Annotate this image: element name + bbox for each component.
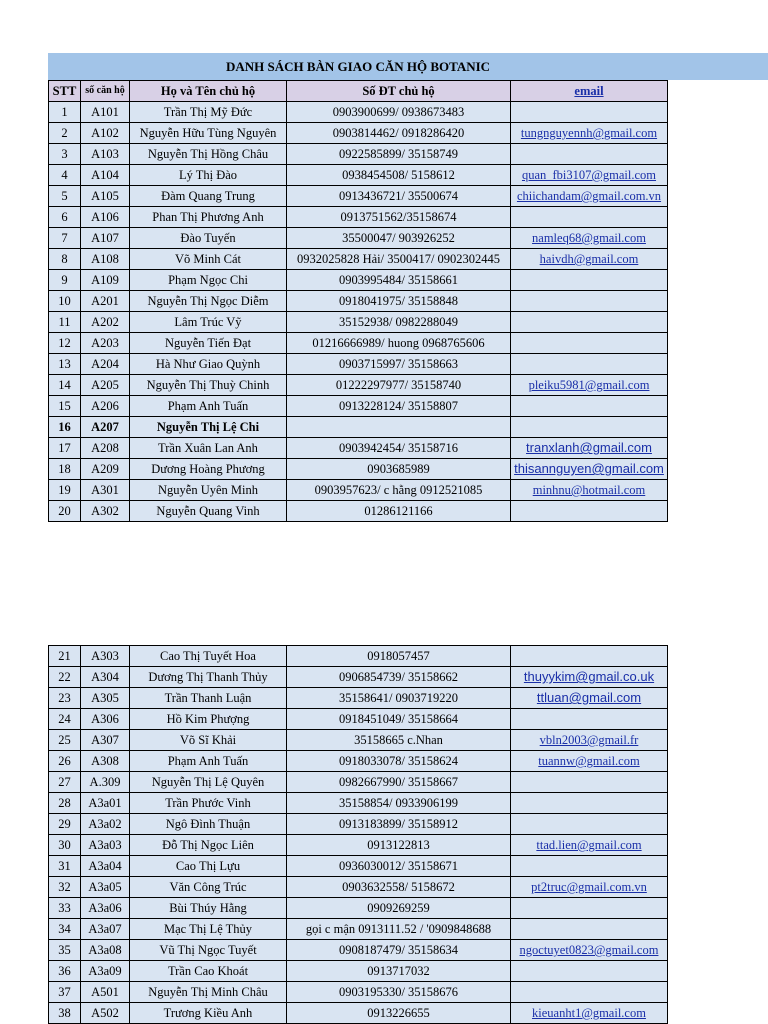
cell-unit: A107	[81, 228, 130, 249]
cell-stt: 15	[49, 396, 81, 417]
email-link[interactable]: namleq68@gmail.com	[532, 231, 646, 245]
cell-stt: 6	[49, 207, 81, 228]
table-row	[49, 249, 668, 270]
cell-email	[511, 207, 668, 228]
cell-unit: A108	[81, 249, 130, 270]
cell-owner-name: Phạm Anh Tuấn	[130, 751, 287, 772]
cell-phone: 01222297977/ 35158740	[287, 375, 511, 396]
cell-owner-name: Nguyễn Hữu Tùng Nguyên	[130, 123, 287, 144]
cell-phone: 0903957623/ c hằng 0912521085	[287, 480, 511, 501]
cell-unit: A208	[81, 438, 130, 459]
email-link[interactable]: pleiku5981@gmail.com	[528, 378, 650, 392]
cell-stt: 20	[49, 501, 81, 522]
header-name: Họ và Tên chủ hộ	[130, 81, 287, 102]
cell-owner-name: Dương Thị Thanh Thủy	[130, 667, 287, 688]
email-link[interactable]: tuannw@gmail.com	[538, 754, 640, 768]
cell-owner-name: Nguyễn Tiến Đạt	[130, 333, 287, 354]
header-row	[49, 81, 668, 102]
cell-stt: 24	[49, 709, 81, 730]
owner-table-2	[48, 645, 668, 1024]
cell-owner-name: Đào Tuyến	[130, 228, 287, 249]
table-row	[49, 814, 668, 835]
cell-stt: 28	[49, 793, 81, 814]
cell-owner-name: Nguyễn Thị Minh Châu	[130, 982, 287, 1003]
cell-email[interactable]	[511, 688, 668, 709]
table-row	[49, 646, 668, 667]
cell-stt: 31	[49, 856, 81, 877]
cell-unit: A207	[81, 417, 130, 438]
cell-stt: 30	[49, 835, 81, 856]
cell-email	[511, 333, 668, 354]
cell-owner-name: Hồ Kim Phượng	[130, 709, 287, 730]
cell-email[interactable]	[511, 249, 668, 270]
cell-email	[511, 417, 668, 438]
cell-owner-name: Mạc Thị Lệ Thủy	[130, 919, 287, 940]
cell-stt: 29	[49, 814, 81, 835]
cell-owner-name: Cao Thị Lựu	[130, 856, 287, 877]
cell-owner-name: Trương Kiều Anh	[130, 1003, 287, 1024]
cell-phone: 0913436721/ 35500674	[287, 186, 511, 207]
cell-email[interactable]	[511, 1003, 668, 1024]
cell-email	[511, 982, 668, 1003]
table-row	[49, 354, 668, 375]
cell-unit: A205	[81, 375, 130, 396]
cell-owner-name: Lý Thị Đào	[130, 165, 287, 186]
cell-phone	[287, 417, 511, 438]
cell-owner-name: Trần Thanh Luận	[130, 688, 287, 709]
header-stt: STT	[49, 81, 81, 102]
cell-phone: 0918033078/ 35158624	[287, 751, 511, 772]
cell-stt: 16	[49, 417, 81, 438]
cell-email[interactable]	[511, 165, 668, 186]
cell-email	[511, 961, 668, 982]
cell-unit: A501	[81, 982, 130, 1003]
cell-owner-name: Nguyễn Quang Vinh	[130, 501, 287, 522]
cell-phone: 0932025828 Hải/ 3500417/ 0902302445	[287, 249, 511, 270]
cell-unit: A105	[81, 186, 130, 207]
cell-email	[511, 396, 668, 417]
cell-email[interactable]	[511, 459, 668, 480]
cell-phone: 35158641/ 0903719220	[287, 688, 511, 709]
cell-phone: 0903632558/ 5158672	[287, 877, 511, 898]
cell-email[interactable]	[511, 940, 668, 961]
cell-stt: 33	[49, 898, 81, 919]
email-link[interactable]: haivdh@gmail.com	[539, 252, 639, 266]
cell-stt: 9	[49, 270, 81, 291]
cell-owner-name: Đàm Quang Trung	[130, 186, 287, 207]
cell-phone: 01216666989/ huong 0968765606	[287, 333, 511, 354]
cell-unit: A3a07	[81, 919, 130, 940]
table-row	[49, 898, 668, 919]
cell-email	[511, 646, 668, 667]
cell-phone: 0903715997/ 35158663	[287, 354, 511, 375]
email-link[interactable]: quan_fbi3107@gmail.com	[521, 168, 657, 182]
cell-owner-name: Nguyễn Thị Lệ Chi	[130, 417, 287, 438]
cell-owner-name: Lâm Trúc Vỹ	[130, 312, 287, 333]
table-row	[49, 459, 668, 480]
cell-unit: A202	[81, 312, 130, 333]
cell-owner-name: Nguyễn Thị Ngọc Diễm	[130, 291, 287, 312]
cell-phone: 0938454508/ 5158612	[287, 165, 511, 186]
cell-unit: A302	[81, 501, 130, 522]
email-link[interactable]: minhnu@hotmail.com	[532, 483, 646, 497]
table-row	[49, 835, 668, 856]
cell-owner-name: Đỗ Thị Ngọc Liên	[130, 835, 287, 856]
sheet-title: DANH SÁCH BÀN GIAO CĂN HỘ BOTANIC	[225, 59, 491, 74]
cell-phone: 0903195330/ 35158676	[287, 982, 511, 1003]
cell-unit: A3a03	[81, 835, 130, 856]
cell-owner-name: Vũ Thị Ngọc Tuyết	[130, 940, 287, 961]
cell-phone: 35158665 c.Nhan	[287, 730, 511, 751]
cell-stt: 1	[49, 102, 81, 123]
table-row	[49, 207, 668, 228]
cell-email	[511, 709, 668, 730]
cell-email	[511, 793, 668, 814]
cell-email	[511, 354, 668, 375]
cell-email	[511, 898, 668, 919]
cell-stt: 11	[49, 312, 81, 333]
cell-email[interactable]	[511, 835, 668, 856]
cell-stt: 8	[49, 249, 81, 270]
cell-unit: A109	[81, 270, 130, 291]
cell-stt: 2	[49, 123, 81, 144]
cell-unit: A203	[81, 333, 130, 354]
table-row	[49, 186, 668, 207]
cell-email[interactable]	[511, 123, 668, 144]
cell-owner-name: Văn Công Trúc	[130, 877, 287, 898]
cell-owner-name: Bùi Thúy Hằng	[130, 898, 287, 919]
cell-unit: A209	[81, 459, 130, 480]
email-link[interactable]: pt2truc@gmail.com.vn	[531, 880, 647, 894]
cell-phone: 0922585899/ 35158749	[287, 144, 511, 165]
cell-owner-name: Phan Thị Phương Anh	[130, 207, 287, 228]
title-bar	[48, 53, 768, 80]
cell-unit: A103	[81, 144, 130, 165]
cell-unit: A3a08	[81, 940, 130, 961]
table-row	[49, 291, 668, 312]
table-row	[49, 228, 668, 249]
table-row	[49, 940, 668, 961]
cell-unit: A301	[81, 480, 130, 501]
header-unit: số căn hộ	[81, 81, 130, 102]
table-row	[49, 396, 668, 417]
cell-phone: 35152938/ 0982288049	[287, 312, 511, 333]
cell-phone: 0936030012/ 35158671	[287, 856, 511, 877]
cell-stt: 36	[49, 961, 81, 982]
cell-unit: A3a02	[81, 814, 130, 835]
cell-unit: A104	[81, 165, 130, 186]
cell-unit: A201	[81, 291, 130, 312]
cell-phone: 0903942454/ 35158716	[287, 438, 511, 459]
cell-owner-name: Dương Hoàng Phương	[130, 459, 287, 480]
cell-stt: 21	[49, 646, 81, 667]
cell-unit: A502	[81, 1003, 130, 1024]
cell-stt: 34	[49, 919, 81, 940]
cell-email	[511, 501, 668, 522]
cell-phone: 0913183899/ 35158912	[287, 814, 511, 835]
cell-unit: A3a06	[81, 898, 130, 919]
table-row	[49, 772, 668, 793]
cell-phone: 01286121166	[287, 501, 511, 522]
table-row	[49, 270, 668, 291]
header-email: email	[511, 81, 668, 102]
cell-email	[511, 102, 668, 123]
cell-owner-name: Phạm Anh Tuấn	[130, 396, 287, 417]
cell-phone: 35500047/ 903926252	[287, 228, 511, 249]
cell-unit: A308	[81, 751, 130, 772]
cell-owner-name: Võ Minh Cát	[130, 249, 287, 270]
cell-owner-name: Võ Sĩ Khải	[130, 730, 287, 751]
email-link[interactable]: tranxlanh@gmail.com	[526, 440, 652, 455]
cell-stt: 4	[49, 165, 81, 186]
table-row	[49, 709, 668, 730]
table-row	[49, 144, 668, 165]
cell-stt: 19	[49, 480, 81, 501]
table-row	[49, 165, 668, 186]
table-row	[49, 667, 668, 688]
cell-phone: 0913226655	[287, 1003, 511, 1024]
cell-stt: 12	[49, 333, 81, 354]
cell-owner-name: Trần Phước Vinh	[130, 793, 287, 814]
cell-email	[511, 856, 668, 877]
cell-phone: 0913122813	[287, 835, 511, 856]
cell-unit: A3a09	[81, 961, 130, 982]
cell-stt: 17	[49, 438, 81, 459]
cell-phone: 0903995484/ 35158661	[287, 270, 511, 291]
table-row	[49, 688, 668, 709]
cell-phone: 0903685989	[287, 459, 511, 480]
cell-unit: A3a05	[81, 877, 130, 898]
email-link[interactable]: thuyykim@gmail.co.uk	[523, 669, 655, 684]
cell-unit: A3a01	[81, 793, 130, 814]
cell-owner-name: Trần Thị Mỹ Đức	[130, 102, 287, 123]
cell-stt: 18	[49, 459, 81, 480]
table-row	[49, 480, 668, 501]
cell-email	[511, 772, 668, 793]
cell-stt: 37	[49, 982, 81, 1003]
table-row	[49, 856, 668, 877]
cell-email[interactable]	[511, 730, 668, 751]
table-row	[49, 751, 668, 772]
cell-email	[511, 144, 668, 165]
table-row	[49, 961, 668, 982]
cell-stt: 25	[49, 730, 81, 751]
cell-stt: 10	[49, 291, 81, 312]
cell-unit: A.309	[81, 772, 130, 793]
cell-stt: 32	[49, 877, 81, 898]
cell-owner-name: Trần Cao Khoát	[130, 961, 287, 982]
cell-unit: A106	[81, 207, 130, 228]
cell-email[interactable]	[511, 877, 668, 898]
cell-owner-name: Hà Như Giao Quỳnh	[130, 354, 287, 375]
cell-phone: 0982667990/ 35158667	[287, 772, 511, 793]
cell-owner-name: Nguyễn Uyên Minh	[130, 480, 287, 501]
cell-unit: A307	[81, 730, 130, 751]
owner-table-1	[48, 80, 668, 522]
table-row	[49, 438, 668, 459]
cell-phone: 0918041975/ 35158848	[287, 291, 511, 312]
table-row	[49, 982, 668, 1003]
email-link[interactable]: kieuanht1@gmail.com	[532, 1006, 646, 1020]
cell-unit: A206	[81, 396, 130, 417]
cell-phone: 0909269259	[287, 898, 511, 919]
cell-unit: A3a04	[81, 856, 130, 877]
email-link[interactable]: thisannguyen@gmail.com	[514, 461, 664, 476]
cell-email	[511, 312, 668, 333]
cell-unit: A306	[81, 709, 130, 730]
cell-unit: A102	[81, 123, 130, 144]
cell-stt: 22	[49, 667, 81, 688]
cell-stt: 38	[49, 1003, 81, 1024]
email-link[interactable]: ngoctuyet0823@gmail.com	[519, 943, 659, 957]
cell-email[interactable]	[511, 228, 668, 249]
cell-email[interactable]	[511, 667, 668, 688]
cell-phone: 0913717032	[287, 961, 511, 982]
cell-unit: A101	[81, 102, 130, 123]
cell-email[interactable]	[511, 438, 668, 459]
cell-phone: 35158854/ 0933906199	[287, 793, 511, 814]
cell-phone: 0906854739/ 35158662	[287, 667, 511, 688]
cell-owner-name: Nguyễn Thị Hồng Châu	[130, 144, 287, 165]
cell-owner-name: Ngô Đình Thuận	[130, 814, 287, 835]
email-link[interactable]: chiichandam@gmail.com.vn	[516, 189, 662, 203]
cell-phone: 0903900699/ 0938673483	[287, 102, 511, 123]
cell-stt: 5	[49, 186, 81, 207]
table-row	[49, 877, 668, 898]
cell-phone: 0908187479/ 35158634	[287, 940, 511, 961]
email-link[interactable]: vbln2003@gmail.fr	[539, 733, 639, 747]
table-row	[49, 417, 668, 438]
cell-stt: 7	[49, 228, 81, 249]
table-row	[49, 919, 668, 940]
cell-phone: 0918057457	[287, 646, 511, 667]
cell-phone: 0903814462/ 0918286420	[287, 123, 511, 144]
cell-email	[511, 919, 668, 940]
table-row	[49, 730, 668, 751]
cell-unit: A204	[81, 354, 130, 375]
cell-owner-name: Trần Xuân Lan Anh	[130, 438, 287, 459]
cell-email	[511, 270, 668, 291]
cell-unit: A305	[81, 688, 130, 709]
email-link[interactable]: ttad.lien@gmail.com	[536, 838, 642, 852]
table-row	[49, 375, 668, 396]
cell-email	[511, 814, 668, 835]
cell-email	[511, 291, 668, 312]
cell-owner-name: Nguyễn Thị Thuỳ Chinh	[130, 375, 287, 396]
cell-stt: 13	[49, 354, 81, 375]
cell-owner-name: Cao Thị Tuyết Hoa	[130, 646, 287, 667]
cell-stt: 27	[49, 772, 81, 793]
cell-stt: 35	[49, 940, 81, 961]
cell-unit: A303	[81, 646, 130, 667]
cell-stt: 23	[49, 688, 81, 709]
cell-owner-name: Nguyễn Thị Lệ Quyên	[130, 772, 287, 793]
cell-email[interactable]	[511, 480, 668, 501]
cell-email[interactable]	[511, 375, 668, 396]
cell-phone: 0918451049/ 35158664	[287, 709, 511, 730]
header-phone: Số ĐT chủ hộ	[287, 81, 511, 102]
cell-stt: 3	[49, 144, 81, 165]
cell-stt: 14	[49, 375, 81, 396]
cell-phone: 0913751562/35158674	[287, 207, 511, 228]
cell-owner-name: Phạm Ngọc Chi	[130, 270, 287, 291]
cell-email[interactable]	[511, 751, 668, 772]
cell-email[interactable]	[511, 186, 668, 207]
table-row	[49, 501, 668, 522]
table-row	[49, 312, 668, 333]
cell-unit: A304	[81, 667, 130, 688]
table-row	[49, 793, 668, 814]
table-row	[49, 102, 668, 123]
cell-phone: gọi c mận 0913111.52 / '0909848688	[287, 919, 511, 940]
email-link[interactable]: ttluan@gmail.com	[536, 690, 642, 705]
table-row	[49, 333, 668, 354]
email-link[interactable]: tungnguyennh@gmail.com	[520, 126, 658, 140]
cell-phone: 0913228124/ 35158807	[287, 396, 511, 417]
table-row	[49, 123, 668, 144]
table-row	[49, 1003, 668, 1024]
cell-stt: 26	[49, 751, 81, 772]
